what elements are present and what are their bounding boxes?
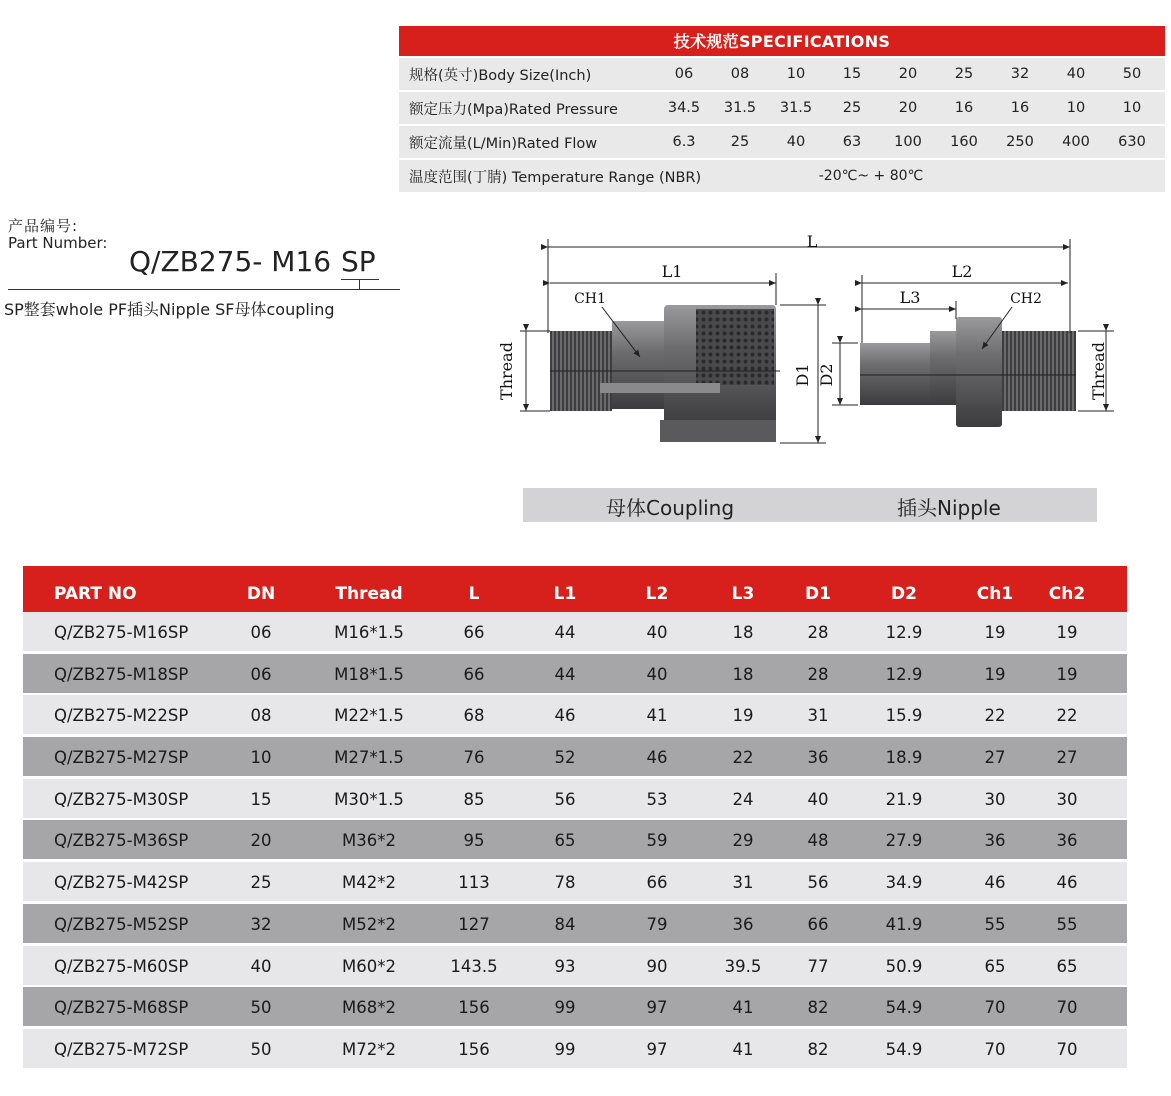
cell-thread: M18*1.5: [334, 664, 404, 684]
suffix-underline: [341, 279, 379, 280]
spec-value: 25: [954, 66, 974, 82]
parts-table-header: [23, 566, 1127, 612]
cell-d1: 82: [807, 1039, 829, 1059]
spec-row-size: [399, 58, 1165, 90]
cell-l3: 29: [732, 831, 754, 851]
header-l2: L2: [645, 584, 669, 604]
cell-d1: 28: [807, 623, 829, 642]
cell-dn: 50: [250, 998, 272, 1018]
cell-ch2: 19: [1056, 623, 1078, 642]
parts-table: [23, 566, 1127, 1071]
cell-d2: 15.9: [885, 706, 923, 726]
table-row: [23, 904, 1127, 943]
table-row: [23, 737, 1127, 776]
part-number-suffix: SP: [341, 245, 376, 278]
cell-dn: 10: [250, 748, 272, 768]
spec-value: 160: [950, 134, 978, 150]
spec-value: 15: [842, 66, 862, 82]
spec-row-flow: [399, 126, 1165, 158]
cell-dn: 08: [250, 706, 272, 726]
spec-table: [399, 26, 1165, 192]
cell-ch1: 27: [984, 748, 1006, 768]
dim-label-L3: L3: [899, 288, 921, 307]
cell-ch2: 70: [1056, 1039, 1078, 1059]
cell-part-no: Q/ZB275-M18SP: [54, 664, 189, 684]
cell-ch1: 36: [984, 831, 1006, 851]
part-number-label-en: Part Number:: [8, 234, 108, 252]
cell-dn: 25: [250, 873, 272, 893]
cell-part-no: Q/ZB275-M27SP: [54, 748, 189, 768]
nipple-body: [860, 317, 1076, 427]
spec-label: 额定流量(L/Min)Rated Flow: [409, 135, 598, 152]
spec-value: 20: [898, 100, 918, 116]
cell-thread: M30*1.5: [334, 789, 404, 809]
cell-d2: 12.9: [885, 623, 923, 642]
cell-thread: M16*1.5: [334, 623, 404, 642]
cell-d1: 48: [807, 831, 829, 851]
cell-l1: 65: [554, 831, 576, 851]
cell-l2: 79: [646, 914, 668, 934]
cell-part-no: Q/ZB275-M68SP: [54, 998, 189, 1018]
cell-dn: 20: [250, 831, 272, 851]
coupling-drawing: [490, 225, 1130, 455]
cell-l2: 97: [646, 998, 668, 1018]
cell-d1: 82: [807, 998, 829, 1018]
dim-label-D1: D1: [793, 363, 812, 387]
cell-dn: 06: [250, 623, 272, 642]
cell-ch1: 65: [984, 956, 1006, 976]
spec-value: 50: [1122, 66, 1142, 82]
cell-l: 68: [463, 706, 485, 726]
dim-label-thread-right: Thread: [1089, 342, 1108, 400]
cell-l3: 41: [732, 998, 754, 1018]
dim-label-CH1: CH1: [574, 291, 606, 307]
spec-value: 40: [1066, 66, 1086, 82]
cell-l2: 90: [646, 956, 668, 976]
cell-l1: 44: [554, 664, 576, 684]
cell-l3: 24: [732, 789, 754, 809]
cell-thread: M27*1.5: [334, 748, 404, 768]
dim-label-thread-left: Thread: [497, 342, 516, 400]
cell-dn: 40: [250, 956, 272, 976]
spec-value: 40: [786, 134, 806, 150]
spec-value: -20℃~ + 80℃: [818, 168, 924, 184]
cell-part-no: Q/ZB275-M60SP: [54, 956, 189, 976]
cell-ch2: 36: [1056, 831, 1078, 851]
cell-ch2: 19: [1056, 664, 1078, 684]
header-d1: D1: [805, 584, 831, 604]
part-number-divider: [8, 289, 400, 290]
cell-part-no: Q/ZB275-M42SP: [54, 873, 189, 893]
dim-label-L1: L1: [661, 262, 683, 281]
cell-l: 66: [463, 623, 485, 642]
cell-l: 76: [463, 748, 485, 768]
spec-value: 25: [730, 134, 750, 150]
cell-ch2: 27: [1056, 748, 1078, 768]
cell-l: 143.5: [450, 956, 498, 976]
cell-l2: 40: [646, 623, 668, 642]
header-ch1: Ch1: [976, 584, 1014, 604]
cell-thread: M52*2: [342, 914, 396, 934]
cell-l: 127: [458, 914, 490, 934]
table-row: [23, 987, 1127, 1026]
dim-label-L2: L2: [951, 262, 973, 281]
cell-l3: 19: [732, 706, 754, 726]
spec-row-temperature: [399, 160, 1165, 192]
cell-ch1: 19: [984, 623, 1006, 642]
header-ch2: Ch2: [1048, 584, 1086, 604]
spec-value: 08: [730, 66, 750, 82]
header-dn: DN: [246, 584, 276, 604]
cell-part-no: Q/ZB275-M72SP: [54, 1039, 189, 1059]
header-l1: L1: [553, 584, 577, 604]
cell-l1: 46: [554, 706, 576, 726]
table-row: [23, 695, 1127, 734]
parts-table-body: [23, 612, 1127, 1068]
cell-d2: 34.9: [885, 873, 923, 893]
header-d2: D2: [891, 584, 917, 604]
cell-thread: M42*2: [342, 873, 396, 893]
cell-ch1: 70: [984, 1039, 1006, 1059]
cell-ch2: 46: [1056, 873, 1078, 893]
cell-l1: 56: [554, 789, 576, 809]
cell-ch1: 19: [984, 664, 1006, 684]
cell-d1: 77: [807, 956, 829, 976]
dim-label-L: L: [806, 232, 818, 251]
part-number-block: [4, 215, 408, 325]
cell-l3: 18: [732, 664, 754, 684]
spec-value: 250: [1006, 134, 1034, 150]
cell-dn: 15: [250, 789, 272, 809]
cell-d1: 36: [807, 748, 829, 768]
part-number-label-cn: 产品编号:: [8, 217, 79, 235]
header-l3: L3: [731, 584, 755, 604]
spec-value: 10: [1122, 100, 1142, 116]
part-number-options: SP整套whole PF插头Nipple SF母体coupling: [4, 300, 335, 319]
cell-l: 95: [463, 831, 485, 851]
cell-part-no: Q/ZB275-M16SP: [54, 623, 189, 642]
cell-l3: 31: [732, 873, 754, 893]
cell-l2: 41: [646, 706, 668, 726]
header-thread: Thread: [335, 584, 403, 604]
cell-d2: 54.9: [885, 1039, 923, 1059]
cell-ch1: 30: [984, 789, 1006, 809]
coupling-label: 母体Coupling: [606, 496, 735, 520]
cell-d2: 27.9: [885, 831, 923, 851]
cell-l2: 66: [646, 873, 668, 893]
cell-thread: M72*2: [342, 1039, 396, 1059]
cell-d1: 56: [807, 873, 829, 893]
cell-l: 156: [458, 998, 490, 1018]
cell-part-no: Q/ZB275-M52SP: [54, 914, 189, 934]
cell-thread: M68*2: [342, 998, 396, 1018]
spec-value: 400: [1062, 134, 1090, 150]
spec-label: 额定压力(Mpa)Rated Pressure: [409, 101, 618, 118]
cell-d2: 50.9: [885, 956, 923, 976]
cell-ch1: 46: [984, 873, 1006, 893]
cell-l: 66: [463, 664, 485, 684]
cell-l2: 53: [646, 789, 668, 809]
spec-value: 63: [842, 134, 862, 150]
spec-value: 10: [786, 66, 806, 82]
cell-l1: 52: [554, 748, 576, 768]
table-row: [23, 612, 1127, 651]
spec-row-pressure: [399, 92, 1165, 124]
dim-label-CH2: CH2: [1010, 291, 1042, 307]
cell-ch1: 70: [984, 998, 1006, 1018]
spec-label: 温度范围(丁腈) Temperature Range (NBR): [409, 169, 702, 186]
cell-l1: 99: [554, 998, 576, 1018]
table-row: [23, 1029, 1127, 1068]
nipple-label: 插头Nipple: [897, 496, 1001, 520]
cell-ch2: 65: [1056, 956, 1078, 976]
coupling-body: [550, 305, 780, 442]
cell-l: 156: [458, 1039, 490, 1059]
spec-value: 10: [1066, 100, 1086, 116]
cell-l3: 41: [732, 1039, 754, 1059]
cell-dn: 06: [250, 664, 272, 684]
cell-d2: 18.9: [885, 748, 923, 768]
cell-ch2: 70: [1056, 998, 1078, 1018]
part-number-code: Q/ZB275- M16: [129, 245, 332, 278]
spec-value: 31.5: [723, 100, 757, 116]
spec-label: 规格(英寸)Body Size(Inch): [409, 67, 592, 84]
cell-l2: 40: [646, 664, 668, 684]
cell-dn: 50: [250, 1039, 272, 1059]
cell-d1: 31: [807, 706, 829, 726]
table-row: [23, 862, 1127, 901]
spec-value: 34.5: [667, 100, 701, 116]
header-l: L: [468, 584, 480, 604]
spec-value: 630: [1118, 134, 1146, 150]
cell-l1: 44: [554, 623, 576, 642]
cell-d1: 66: [807, 914, 829, 934]
cell-d2: 54.9: [885, 998, 923, 1018]
cell-l3: 39.5: [724, 956, 762, 976]
header-part-no: PART NO: [54, 584, 137, 604]
table-row: [23, 820, 1127, 859]
dim-label-D2: D2: [817, 363, 836, 387]
spec-value: 100: [894, 134, 922, 150]
cell-ch2: 30: [1056, 789, 1078, 809]
cell-ch2: 22: [1056, 706, 1078, 726]
spec-header: 技术规范SPECIFICATIONS: [399, 26, 1165, 56]
cell-thread: M22*1.5: [334, 706, 404, 726]
drawing-label-bar: [523, 488, 1097, 522]
cell-l1: 78: [554, 873, 576, 893]
cell-l3: 36: [732, 914, 754, 934]
cell-l3: 18: [732, 623, 754, 642]
cell-dn: 32: [250, 914, 272, 934]
spec-value: 31.5: [779, 100, 813, 116]
cell-l3: 22: [732, 748, 754, 768]
cell-l1: 84: [554, 914, 576, 934]
spec-value: 16: [1010, 100, 1030, 116]
cell-d2: 21.9: [885, 789, 923, 809]
spec-value: 25: [842, 100, 862, 116]
spec-value: 6.3: [672, 134, 696, 150]
cell-l2: 59: [646, 831, 668, 851]
cell-part-no: Q/ZB275-M36SP: [54, 831, 189, 851]
cell-ch1: 22: [984, 706, 1006, 726]
cell-d1: 40: [807, 789, 829, 809]
cell-l1: 93: [554, 956, 576, 976]
spec-value: 16: [954, 100, 974, 116]
cell-d1: 28: [807, 664, 829, 684]
table-row: [23, 654, 1127, 693]
cell-l2: 97: [646, 1039, 668, 1059]
spec-value: 32: [1010, 66, 1030, 82]
cell-part-no: Q/ZB275-M22SP: [54, 706, 189, 726]
cell-ch2: 55: [1056, 914, 1078, 934]
cell-l: 85: [463, 789, 485, 809]
cell-d2: 41.9: [885, 914, 923, 934]
spec-value: 20: [898, 66, 918, 82]
cell-d2: 12.9: [885, 664, 923, 684]
cell-thread: M60*2: [342, 956, 396, 976]
cell-l1: 99: [554, 1039, 576, 1059]
table-row: [23, 946, 1127, 985]
cell-thread: M36*2: [342, 831, 396, 851]
spec-value: 06: [674, 66, 694, 82]
suffix-leader: [359, 279, 360, 289]
cell-ch1: 55: [984, 914, 1006, 934]
cell-part-no: Q/ZB275-M30SP: [54, 789, 189, 809]
table-row: [23, 779, 1127, 818]
cell-l: 113: [458, 873, 490, 893]
cell-l2: 46: [646, 748, 668, 768]
